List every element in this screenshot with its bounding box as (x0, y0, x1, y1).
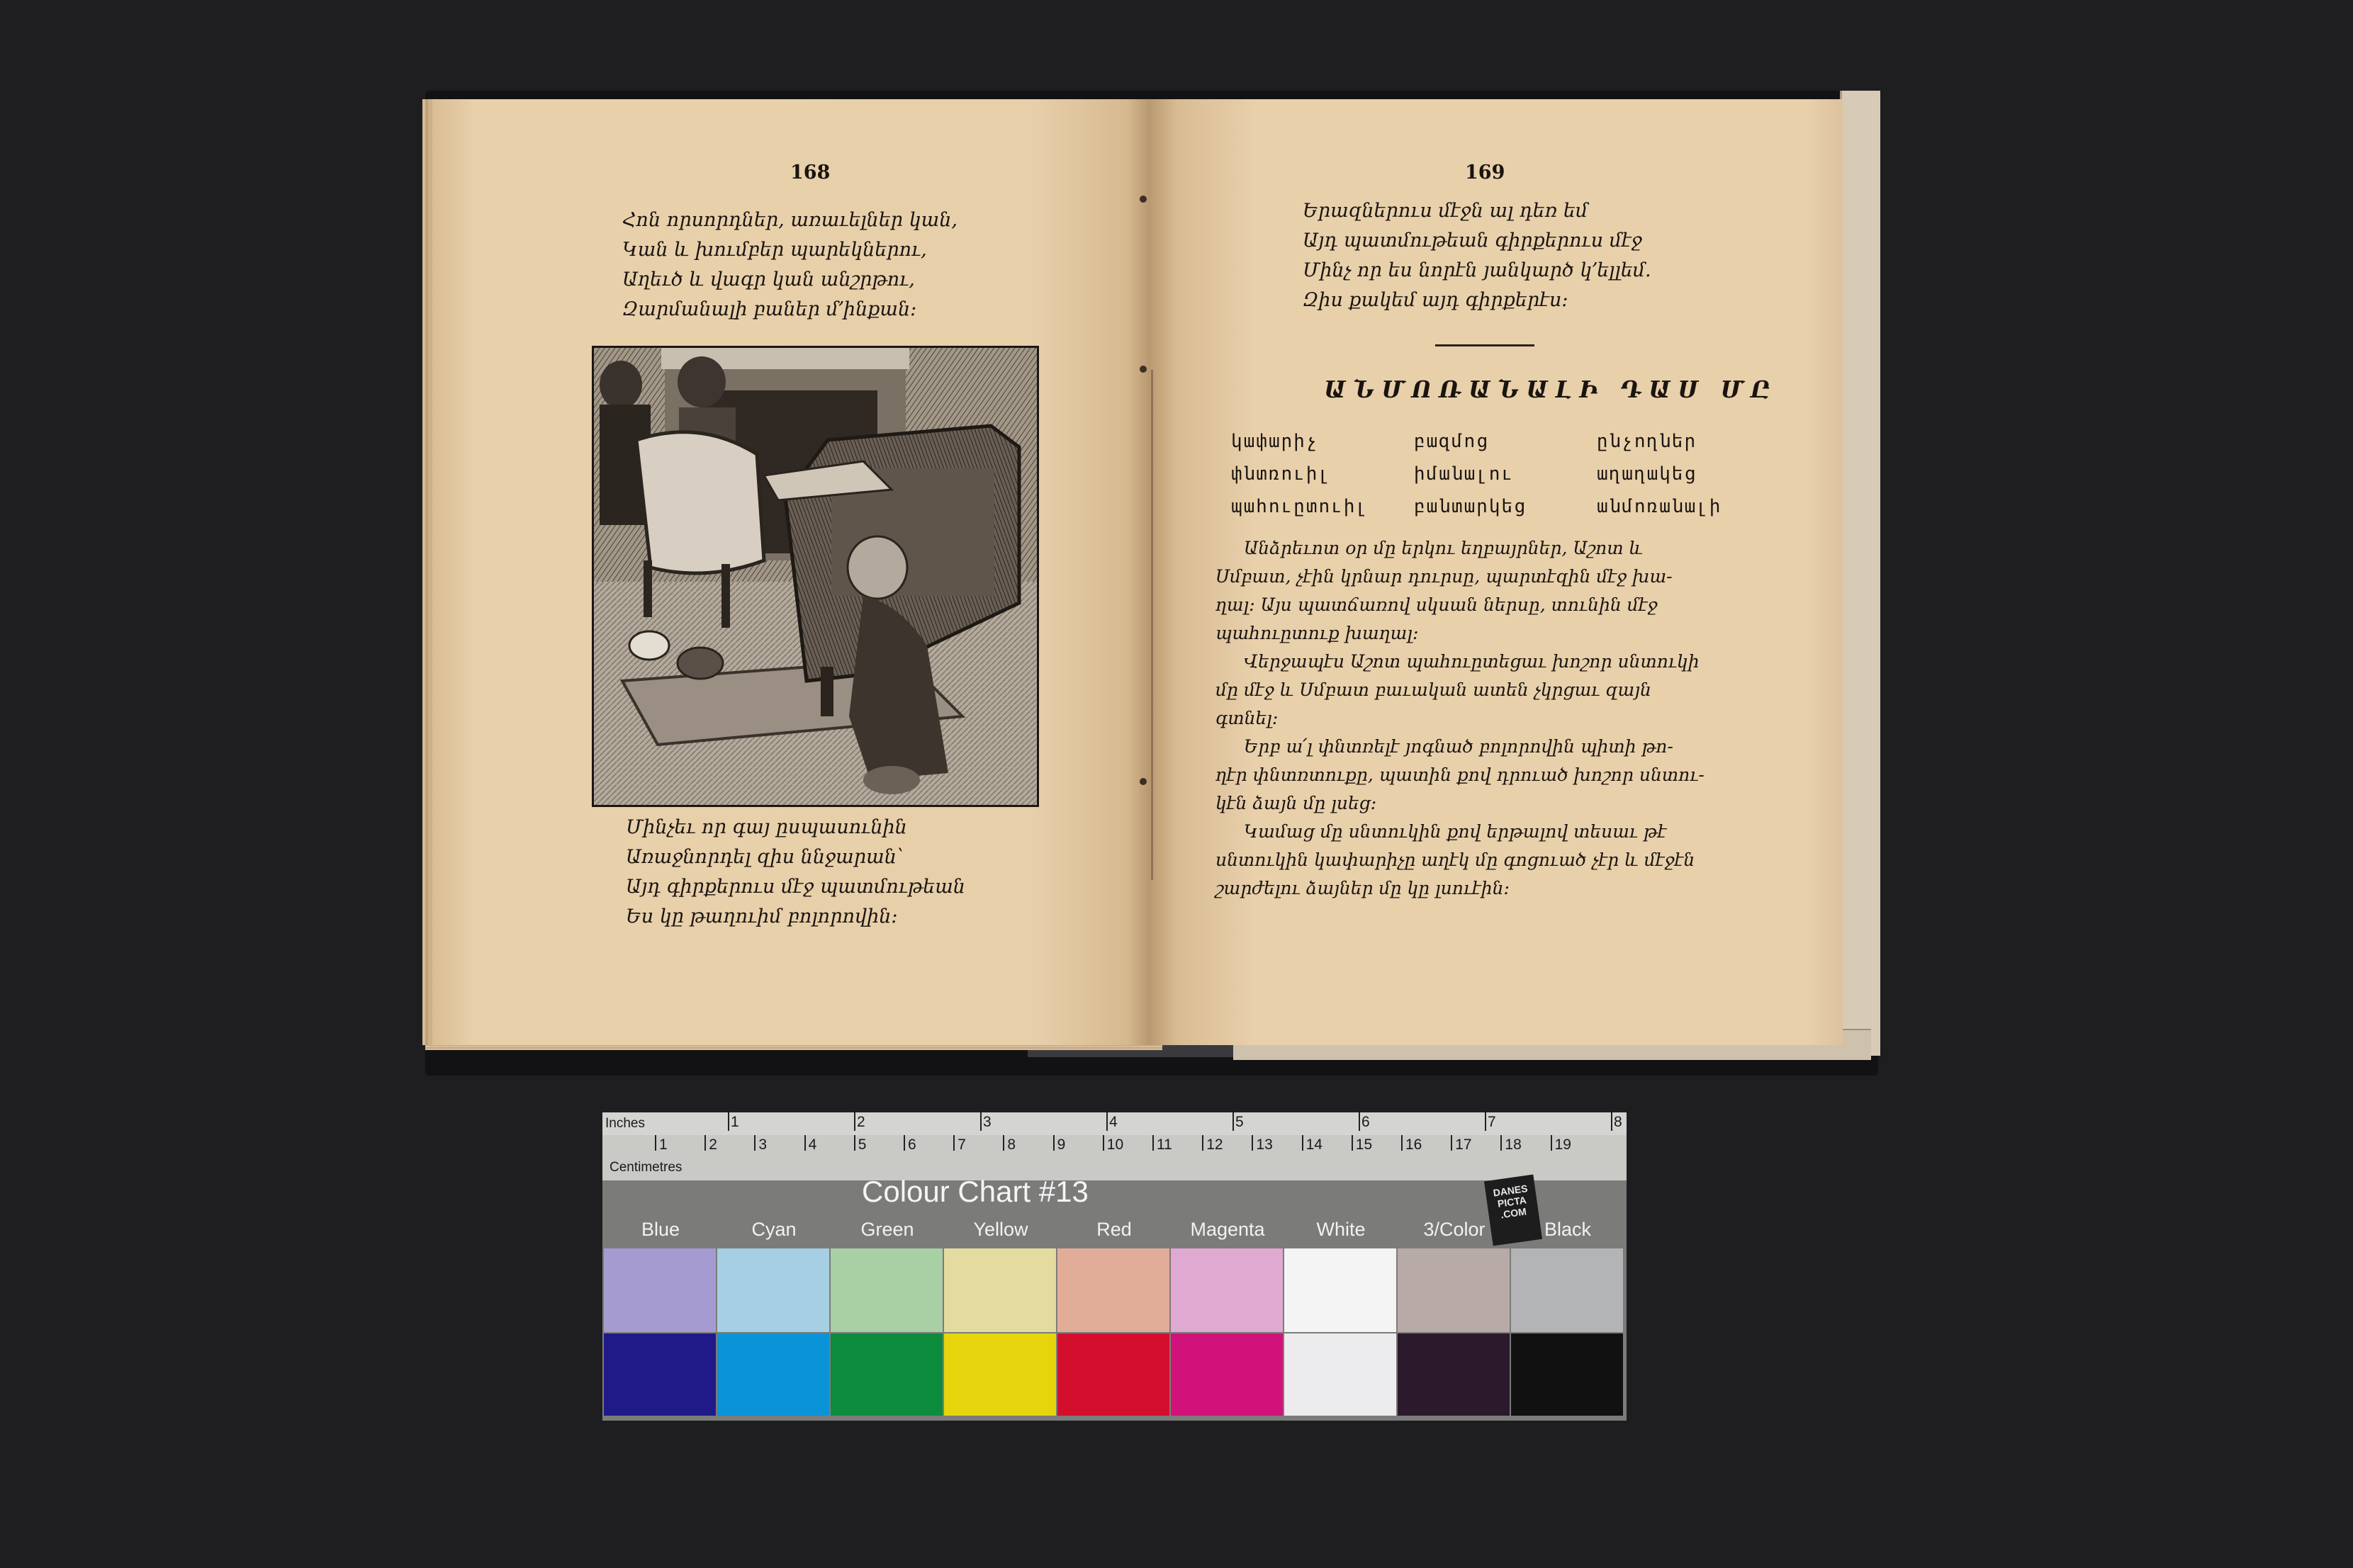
prose-line: գտնել։ (1215, 708, 1279, 728)
verse-line: Աղեւծ և վագր կան անշրթու, (622, 269, 915, 291)
cm-tick-label: 2 (709, 1136, 717, 1153)
inch-tick (1611, 1112, 1612, 1131)
engraving-illustration (592, 346, 1039, 807)
swatch-light-yellow (944, 1248, 1056, 1332)
prose-line: ղէր փնտռտուքը, պատին քով դրուած խոշոր սնտու- (1215, 765, 1705, 785)
swatch-label-black: Black (1544, 1219, 1592, 1240)
cm-tick-label: 18 (1505, 1136, 1522, 1153)
right-page-number: 169 (1465, 162, 1505, 184)
swatch-dark-blue (604, 1333, 716, 1416)
swatch-label-green: Green (860, 1219, 914, 1240)
verse-line: Այդ գիրքերուս մէջ պատմութեան (626, 876, 965, 898)
swatch-label-magenta: Magenta (1190, 1219, 1265, 1240)
swatch-light-red (1057, 1248, 1169, 1332)
verse-line: Զիս քակեմ այդ գիրքերէս։ (1303, 289, 1568, 311)
cm-tick (754, 1135, 756, 1151)
cm-tick (804, 1135, 806, 1151)
cm-tick-label: 1 (659, 1136, 668, 1153)
vocab-word: աղաղակեց (1597, 463, 1697, 485)
swatch-label-yellow: Yellow (973, 1219, 1028, 1240)
centimetre-ruler (602, 1135, 1627, 1180)
prose-line: Վերջապէս Աշոտ պահուըտեցաւ խոշոր սնտուկի (1244, 651, 1700, 672)
right-top-verse (1303, 196, 1651, 315)
cm-tick (1500, 1135, 1502, 1151)
cm-tick (1152, 1135, 1154, 1151)
binding-hole (1140, 366, 1147, 373)
swatch-dark-magenta (1171, 1333, 1283, 1416)
swatch-label-blue: Blue (641, 1219, 680, 1240)
swatch-label-white: White (1316, 1219, 1366, 1240)
prose-line: Սմբատ, չէին կրնար դուրսը, պարտէզին մէջ խա- (1215, 566, 1673, 587)
cm-tick-label: 15 (1355, 1136, 1373, 1153)
left-bottom-verse (626, 813, 965, 932)
swatch-dark-red (1057, 1333, 1169, 1416)
binding-thread (1151, 370, 1153, 880)
prose-line: պահուըտուք խաղալ։ (1215, 623, 1419, 643)
cm-tick-label: 6 (908, 1136, 916, 1153)
verse-line: Երազներուս մէջն ալ դեռ եմ (1303, 200, 1588, 222)
verse-line: Հոն որսորդներ, առաւելներ կան, (622, 209, 958, 231)
cm-tick-label: 5 (858, 1136, 867, 1153)
swatch-light-blue (604, 1248, 716, 1332)
binding-hole (1140, 196, 1147, 203)
cm-tick-label: 7 (958, 1136, 966, 1153)
cm-tick-label: 19 (1554, 1136, 1571, 1153)
cm-tick (1003, 1135, 1004, 1151)
cm-tick-label: 16 (1405, 1136, 1422, 1153)
swatch-label-red: Red (1096, 1219, 1132, 1240)
cm-tick (1202, 1135, 1203, 1151)
cm-tick-label: 14 (1305, 1136, 1322, 1153)
cm-tick-label: 13 (1256, 1136, 1273, 1153)
swatch-dark-yellow (944, 1333, 1056, 1416)
prose-line: Երբ ա՛լ փնտռելէ յոգնած բոլորովին պիտի թո- (1244, 736, 1673, 757)
cm-tick-label: 11 (1157, 1136, 1172, 1153)
danes-picta-logo: DANES PICTA .COM (1484, 1175, 1542, 1246)
cm-tick (1053, 1135, 1055, 1151)
cm-tick (953, 1135, 955, 1151)
cm-tick-label: 12 (1206, 1136, 1223, 1153)
inch-tick (1232, 1112, 1234, 1131)
vocab-word: բանտարկեց (1414, 496, 1527, 517)
vocab-word: փնտռուիլ (1231, 463, 1332, 485)
cm-tick-label: 4 (808, 1136, 817, 1153)
cm-tick (904, 1135, 905, 1151)
verse-line: Առաջնորդել զիս ննջարան՝ (626, 846, 904, 868)
cm-tick-label: 10 (1106, 1136, 1124, 1153)
lesson-heading: ԱՆՄՈՌԱՆԱԼԻ ԴԱՍ ՄԸ (1324, 376, 1778, 403)
vocab-word: անմոռանալի (1597, 496, 1722, 517)
swatch-label-3color: 3/Color (1423, 1219, 1486, 1240)
swatch-light-cyan (717, 1248, 829, 1332)
inch-tick (980, 1112, 982, 1131)
chart-title: Colour Chart #13 (862, 1175, 1089, 1208)
cm-tick-label: 17 (1455, 1136, 1472, 1153)
inch-tick-label: 8 (1614, 1114, 1622, 1130)
section-divider (1435, 344, 1534, 346)
vocab-word: ընչողներ (1597, 431, 1697, 452)
cm-tick (1401, 1135, 1403, 1151)
vocab-word: պահուըտուիլ (1231, 496, 1369, 517)
swatch-light-magenta (1171, 1248, 1283, 1332)
verse-line: Մինչեւ որ գայ ըսպասունին (626, 816, 907, 838)
swatch-dark-white (1284, 1333, 1396, 1416)
right-page (1148, 99, 1843, 1045)
vocab-word: իմանալու (1414, 463, 1515, 485)
swatch-light-black (1511, 1248, 1623, 1332)
verse-line: Մինչ որ ես նորէն յանկարծ կ՚ելլեմ. (1303, 259, 1651, 281)
inch-tick-label: 6 (1361, 1114, 1370, 1130)
inch-tick-label: 3 (983, 1114, 992, 1130)
inch-tick (1106, 1112, 1108, 1131)
cm-tick (854, 1135, 855, 1151)
binding-hole (1140, 778, 1147, 785)
book-cover-edge (1840, 91, 1880, 1056)
inch-tick-label: 4 (1109, 1114, 1118, 1130)
swatch-light-white (1284, 1248, 1396, 1332)
prose-line: ղալ։ Այս պատճառով սկսան ներսը, տունին մէջ (1215, 594, 1658, 615)
inches-label: Inches (605, 1116, 645, 1131)
left-top-verse (622, 205, 958, 325)
verse-line: Զարմանալի բաներ մ՚ինքան։ (622, 298, 917, 320)
swatch-light-3color (1398, 1248, 1510, 1332)
inch-tick-label: 5 (1235, 1114, 1244, 1130)
cm-tick (655, 1135, 656, 1151)
prose-line: Կամաց մը սնտուկին քով երթալով տեսաւ թէ (1244, 821, 1667, 842)
verse-line: Այդ պատմութեան գիրքերուս մէջ (1303, 230, 1642, 252)
prose-line: Անձրեւոտ օր մը երկու եղբայրներ, Աշոտ և (1244, 538, 1644, 558)
inch-tick (1359, 1112, 1360, 1131)
cm-tick (1302, 1135, 1303, 1151)
vocabulary-list (1231, 427, 1780, 521)
cm-tick-label: 9 (1057, 1136, 1066, 1153)
verse-line: Ես կը թաղուիմ բոլորովին։ (626, 906, 898, 927)
cm-tick (704, 1135, 706, 1151)
prose-line: սնտուկին կափարիչը աղէկ մը գոցուած չէր և մէջէն (1215, 850, 1695, 870)
cm-tick-label: 3 (758, 1136, 768, 1153)
cm-tick (1451, 1135, 1452, 1151)
swatch-dark-3color (1398, 1333, 1510, 1416)
inch-tick-label: 2 (857, 1114, 865, 1130)
inch-tick-label: 7 (1488, 1114, 1496, 1130)
left-page-number: 168 (790, 162, 831, 184)
cm-tick (1103, 1135, 1104, 1151)
cm-tick (1551, 1135, 1552, 1151)
centimetres-label: Centimetres (610, 1160, 683, 1175)
inch-tick (1485, 1112, 1486, 1131)
swatch-dark-green (831, 1333, 943, 1416)
prose-line: մը մէջ և Սմբատ բաւական ատեն չկրցաւ զայն (1215, 679, 1651, 700)
colour-chart (602, 1112, 1627, 1421)
cm-tick (1252, 1135, 1253, 1151)
swatch-light-green (831, 1248, 943, 1332)
swatch-dark-cyan (717, 1333, 829, 1416)
swatch-label-cyan: Cyan (751, 1219, 797, 1240)
vocab-word: բազմոց (1414, 431, 1489, 452)
inch-ruler (602, 1112, 1627, 1135)
inch-tick-label: 1 (731, 1114, 739, 1130)
swatch-dark-black (1511, 1333, 1623, 1416)
vocab-word: կափարիչ (1231, 431, 1319, 452)
prose-line: շարժելու ձայներ մը կը լսուէին։ (1215, 878, 1510, 898)
cm-tick (1352, 1135, 1353, 1151)
verse-line: Կան և խումբեր պարեկներու, (622, 239, 927, 261)
lesson-prose (1215, 534, 1705, 903)
inch-tick (854, 1112, 855, 1131)
cm-tick-label: 8 (1007, 1136, 1016, 1153)
inch-tick (728, 1112, 729, 1131)
prose-line: կէն ձայն մը լսեց։ (1215, 793, 1377, 813)
